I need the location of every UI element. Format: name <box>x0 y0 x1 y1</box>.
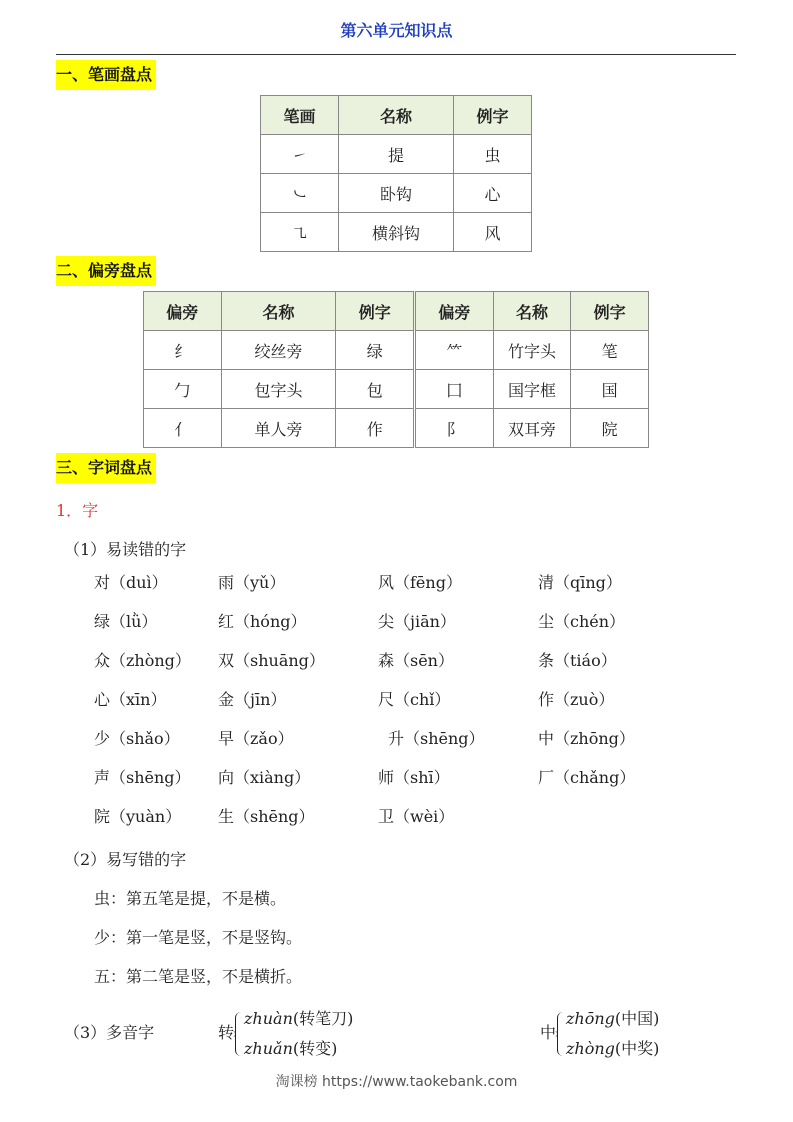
pinyin-text: zhuàn <box>244 1009 293 1028</box>
radicals-table <box>143 291 649 448</box>
pinyin-item: 尺（chǐ） <box>378 690 451 709</box>
table-header: 例字 <box>336 292 415 331</box>
pinyin-item: 双（shuāng） <box>218 651 325 670</box>
radical-cell: ⺮ <box>415 331 494 370</box>
table-header: 名称 <box>493 292 571 331</box>
radical-name-cell: 双耳旁 <box>493 409 571 448</box>
pinyin-text: zhōng <box>566 1009 615 1028</box>
table-row <box>144 409 649 448</box>
pinyin-item: 森（sēn） <box>378 651 454 670</box>
pinyin-text: zhòng <box>566 1039 615 1058</box>
pinyin-item: 心（xīn） <box>94 690 167 709</box>
table-header: 名称 <box>221 292 336 331</box>
example-word: (转变) <box>292 1039 338 1058</box>
table-header-row <box>261 96 532 135</box>
pinyin-item: 作（zuò） <box>538 690 615 709</box>
table-header: 名称 <box>338 96 453 135</box>
radical-cell: 纟 <box>144 331 222 370</box>
pinyin-list <box>94 570 734 843</box>
example-char-cell: 作 <box>336 409 415 448</box>
polyphone-reading <box>566 1036 659 1059</box>
part-title-miswritten: （2）易写错的字 <box>64 850 187 869</box>
pinyin-item: 院（yuàn） <box>94 807 182 826</box>
footer-watermark: 淘课榜 https://www.taokebank.com <box>275 1074 518 1090</box>
pinyin-text: zhuǎn <box>244 1039 293 1058</box>
pinyin-item: 众（zhòng） <box>94 651 191 670</box>
polyphone-group <box>218 1006 398 1062</box>
pinyin-item: 红（hóng） <box>218 612 307 631</box>
pinyin-item: 向（xiàng） <box>218 768 311 787</box>
table-row <box>261 174 532 213</box>
stroke-cell: ㇈ <box>261 213 339 252</box>
section-heading-strokes: 一、笔画盘点 <box>56 60 156 90</box>
table-header: 笔画 <box>261 96 339 135</box>
subsection-characters: 1．字 <box>56 501 99 520</box>
radical-name-cell: 国字框 <box>493 370 571 409</box>
stroke-name-cell: 横斜钩 <box>338 213 453 252</box>
pinyin-row <box>94 804 734 843</box>
stroke-name-cell: 提 <box>338 135 453 174</box>
pinyin-row <box>94 687 734 726</box>
section-heading-radicals: 二、偏旁盘点 <box>56 256 156 286</box>
example-word: (转笔刀) <box>292 1009 354 1028</box>
radical-cell: 阝 <box>415 409 494 448</box>
example-word: (中奖) <box>614 1039 660 1058</box>
pinyin-item: 清（qīng） <box>538 573 622 592</box>
example-char-cell: 院 <box>571 409 649 448</box>
page-title: 第六单元知识点 <box>340 21 453 40</box>
table-header: 例字 <box>571 292 649 331</box>
pinyin-item: 对（duì） <box>94 573 168 592</box>
polyphone-reading <box>566 1006 659 1029</box>
polyphone-reading <box>244 1006 353 1029</box>
writing-note: 虫：第五笔是提，不是横。 <box>94 889 287 908</box>
pinyin-item: 绿（lǜ） <box>94 612 158 631</box>
example-char-cell: 绿 <box>336 331 415 370</box>
example-char-cell: 虫 <box>454 135 532 174</box>
stroke-cell: ㇀ <box>261 135 339 174</box>
pinyin-item: 雨（yǔ） <box>218 573 286 592</box>
pinyin-row <box>94 765 734 804</box>
pinyin-item: 金（jīn） <box>218 690 287 709</box>
part-title-polyphones: （3）多音字 <box>64 1023 155 1042</box>
pinyin-item: 尖（jiān） <box>378 612 456 631</box>
pinyin-item: 升（shēng） <box>388 729 485 748</box>
pinyin-item: 厂（chǎng） <box>538 768 636 787</box>
brace-icon <box>235 1012 242 1056</box>
table-header: 偏旁 <box>144 292 222 331</box>
pinyin-item: 尘（chén） <box>538 612 626 631</box>
example-char-cell: 心 <box>454 174 532 213</box>
pinyin-item: 生（shēng） <box>218 807 315 826</box>
pinyin-item: 少（shǎo） <box>94 729 180 748</box>
table-header: 偏旁 <box>415 292 494 331</box>
pinyin-row <box>94 726 734 765</box>
example-char-cell: 风 <box>454 213 532 252</box>
writing-note: 五：第二笔是竖，不是横折。 <box>94 967 303 986</box>
example-char-cell: 包 <box>336 370 415 409</box>
section-heading-words: 三、字词盘点 <box>56 453 156 483</box>
example-word: (中国) <box>614 1009 660 1028</box>
stroke-name-cell: 卧钩 <box>338 174 453 213</box>
example-char-cell: 笔 <box>571 331 649 370</box>
radical-cell: 亻 <box>144 409 222 448</box>
radical-name-cell: 单人旁 <box>221 409 336 448</box>
part-title-misread: （1）易读错的字 <box>64 540 187 559</box>
title-divider <box>56 54 736 55</box>
radical-cell: 囗 <box>415 370 494 409</box>
pinyin-item: 风（fēng） <box>378 573 462 592</box>
polyphone-group <box>540 1006 720 1062</box>
pinyin-row <box>94 609 734 648</box>
table-header-row <box>144 292 649 331</box>
writing-note: 少：第一笔是竖，不是竖钩。 <box>94 928 303 947</box>
pinyin-item: 中（zhōng） <box>538 729 635 748</box>
radical-name-cell: 竹字头 <box>493 331 571 370</box>
table-row <box>144 331 649 370</box>
table-row <box>261 213 532 252</box>
table-header: 例字 <box>454 96 532 135</box>
pinyin-item: 早（zǎo） <box>218 729 294 748</box>
polyphone-char: 转 <box>218 1023 235 1042</box>
polyphone-char: 中 <box>540 1023 557 1042</box>
table-row <box>144 370 649 409</box>
pinyin-item: 条（tiáo） <box>538 651 617 670</box>
stroke-cell: ㇃ <box>261 174 339 213</box>
table-row <box>261 135 532 174</box>
pinyin-item: 卫（wèi） <box>378 807 455 826</box>
brace-icon <box>557 1012 564 1056</box>
polyphone-reading <box>244 1036 337 1059</box>
pinyin-row <box>94 648 734 687</box>
radical-cell: 勹 <box>144 370 222 409</box>
radical-name-cell: 包字头 <box>221 370 336 409</box>
pinyin-item: 声（shēng） <box>94 768 191 787</box>
pinyin-row <box>94 570 734 609</box>
radical-name-cell: 绞丝旁 <box>221 331 336 370</box>
strokes-table <box>260 95 532 252</box>
pinyin-item: 师（shī） <box>378 768 450 787</box>
example-char-cell: 国 <box>571 370 649 409</box>
